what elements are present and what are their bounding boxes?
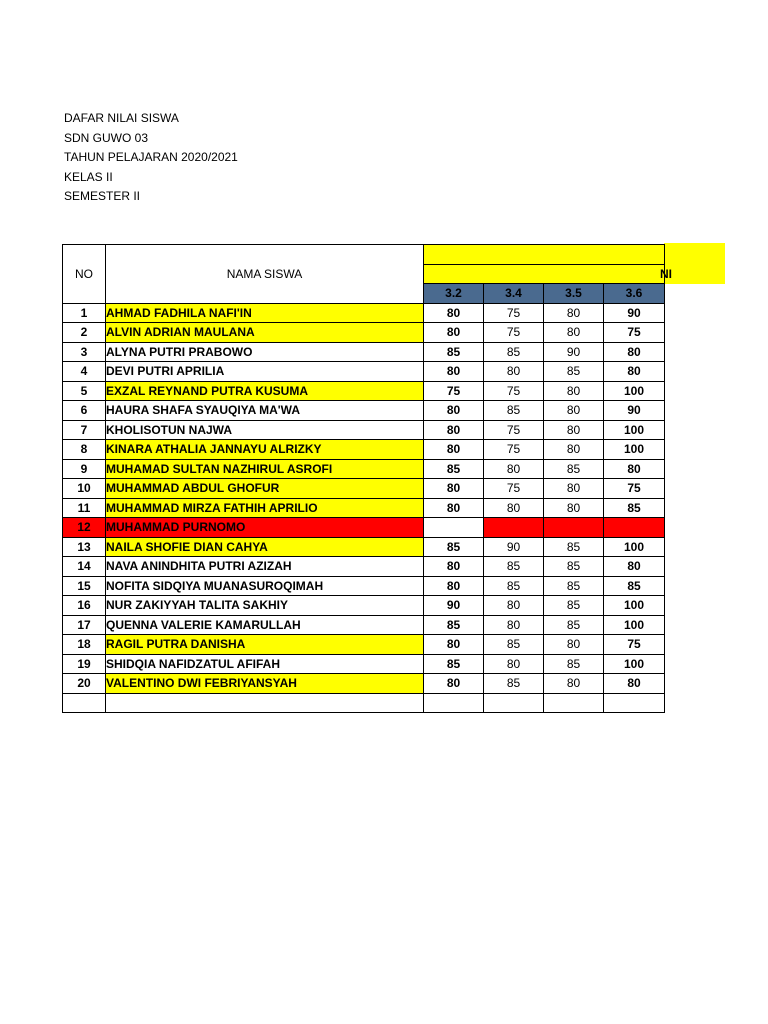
score-cell: 80	[424, 401, 484, 421]
row-number: 11	[63, 498, 106, 518]
row-number: 2	[63, 323, 106, 343]
student-name: NOFITA SIDQIYA MUANASUROQIMAH	[106, 576, 424, 596]
score-cell: 85	[544, 537, 604, 557]
col-header-no: NO	[63, 245, 106, 304]
score-cell: 80	[604, 459, 665, 479]
score-cell: 80	[424, 635, 484, 655]
table-row	[63, 401, 665, 421]
score-cell: 85	[424, 615, 484, 635]
row-number: 10	[63, 479, 106, 499]
document-header	[64, 109, 238, 207]
score-cell: 80	[544, 674, 604, 694]
score-cell: 75	[484, 440, 544, 460]
score-cell: 100	[604, 381, 665, 401]
table-row	[63, 615, 665, 635]
row-number: 15	[63, 576, 106, 596]
score-cell: 85	[484, 674, 544, 694]
score-cell: 85	[544, 615, 604, 635]
score-cell: 80	[604, 362, 665, 382]
score-cell: 80	[544, 479, 604, 499]
school-name: SDN GUWO 03	[64, 130, 149, 145]
table-row	[63, 303, 665, 323]
score-cell: 75	[484, 303, 544, 323]
score-cell: 100	[604, 440, 665, 460]
score-cell	[424, 518, 484, 538]
student-name: RAGIL PUTRA DANISHA	[106, 635, 424, 655]
empty-cell	[544, 693, 604, 713]
student-name: NAVA ANINDHITA PUTRI AZIZAH	[106, 557, 424, 577]
score-cell: 85	[604, 576, 665, 596]
student-name: ALYNA PUTRI PRABOWO	[106, 342, 424, 362]
row-number: 18	[63, 635, 106, 655]
student-name: MUHAMAD SULTAN NAZHIRUL ASROFI	[106, 459, 424, 479]
kd-header: 3.6	[604, 284, 665, 304]
score-cell: 80	[604, 557, 665, 577]
student-name: AHMAD FADHILA NAFI'IN	[106, 303, 424, 323]
class-label: KELAS II	[64, 169, 113, 184]
table-row	[63, 479, 665, 499]
empty-cell	[484, 693, 544, 713]
score-cell: 75	[604, 635, 665, 655]
score-cell: 75	[484, 420, 544, 440]
score-cell: 75	[484, 479, 544, 499]
score-cell: 80	[424, 440, 484, 460]
student-name: SHIDQIA NAFIDZATUL AFIFAH	[106, 654, 424, 674]
score-cell: 75	[604, 479, 665, 499]
score-cell: 85	[544, 459, 604, 479]
table-row	[63, 557, 665, 577]
table-row	[63, 342, 665, 362]
student-name: MUHAMMAD PURNOMO	[106, 518, 424, 538]
empty-row	[63, 693, 665, 713]
score-cell	[544, 518, 604, 538]
group-header-label	[424, 264, 672, 284]
row-number: 6	[63, 401, 106, 421]
score-cell: 85	[424, 342, 484, 362]
table-row	[63, 654, 665, 674]
score-cell: 85	[484, 401, 544, 421]
empty-cell	[106, 693, 424, 713]
score-cell: 90	[604, 401, 665, 421]
score-cell: 85	[424, 537, 484, 557]
student-name: DEVI PUTRI APRILIA	[106, 362, 424, 382]
score-cell: 75	[484, 381, 544, 401]
student-name: HAURA SHAFA SYAUQIYA MA'WA	[106, 401, 424, 421]
score-cell: 80	[424, 557, 484, 577]
student-name: MUHAMMAD ABDUL GHOFUR	[106, 479, 424, 499]
score-cell: 90	[424, 596, 484, 616]
header-row-1	[63, 245, 665, 265]
score-cell: 90	[484, 537, 544, 557]
score-cell: 75	[484, 323, 544, 343]
score-cell: 80	[544, 381, 604, 401]
score-cell: 80	[484, 615, 544, 635]
row-number: 3	[63, 342, 106, 362]
table-row	[63, 674, 665, 694]
score-cell: 90	[604, 303, 665, 323]
score-cell: 85	[544, 654, 604, 674]
table-row	[63, 576, 665, 596]
group-label-fragment: NI	[660, 266, 672, 281]
score-cell: 80	[424, 420, 484, 440]
table-row	[63, 420, 665, 440]
table-row	[63, 323, 665, 343]
score-cell: 80	[544, 440, 604, 460]
score-cell: 80	[544, 323, 604, 343]
score-cell: 80	[484, 654, 544, 674]
score-cell: 100	[604, 596, 665, 616]
score-cell: 85	[484, 342, 544, 362]
row-number: 13	[63, 537, 106, 557]
score-cell: 100	[604, 420, 665, 440]
student-name: VALENTINO DWI FEBRIYANSYAH	[106, 674, 424, 694]
score-cell: 85	[484, 576, 544, 596]
row-number: 4	[63, 362, 106, 382]
score-cell: 90	[544, 342, 604, 362]
score-cell: 85	[544, 576, 604, 596]
table-row	[63, 537, 665, 557]
score-cell: 85	[424, 459, 484, 479]
empty-cell	[604, 693, 665, 713]
row-number: 17	[63, 615, 106, 635]
empty-cell	[424, 693, 484, 713]
table-row	[63, 459, 665, 479]
header-highlight-band	[664, 243, 725, 284]
score-cell: 80	[424, 479, 484, 499]
score-cell: 80	[484, 362, 544, 382]
table-row	[63, 498, 665, 518]
row-number: 16	[63, 596, 106, 616]
score-cell: 80	[424, 674, 484, 694]
row-number: 8	[63, 440, 106, 460]
student-name: NAILA SHOFIE DIAN CAHYA	[106, 537, 424, 557]
row-number: 1	[63, 303, 106, 323]
kd-header: 3.5	[544, 284, 604, 304]
col-header-name: NAMA SISWA	[106, 245, 424, 304]
score-cell: 80	[484, 459, 544, 479]
student-name: ALVIN ADRIAN MAULANA	[106, 323, 424, 343]
score-cell: 80	[484, 498, 544, 518]
score-cell: 100	[604, 615, 665, 635]
score-cell: 85	[544, 362, 604, 382]
row-number: 9	[63, 459, 106, 479]
score-cell: 85	[604, 498, 665, 518]
row-number: 7	[63, 420, 106, 440]
student-name: MUHAMMAD MIRZA FATHIH APRILIO	[106, 498, 424, 518]
student-name: NUR ZAKIYYAH TALITA SAKHIY	[106, 596, 424, 616]
score-cell: 80	[544, 401, 604, 421]
score-cell: 80	[484, 596, 544, 616]
kd-header: 3.4	[484, 284, 544, 304]
row-number: 20	[63, 674, 106, 694]
score-cell	[604, 518, 665, 538]
score-cell: 75	[424, 381, 484, 401]
score-cell: 80	[424, 362, 484, 382]
table-row	[63, 518, 665, 538]
group-header-top	[424, 245, 665, 265]
score-cell	[484, 518, 544, 538]
score-cell: 80	[424, 303, 484, 323]
table-row	[63, 381, 665, 401]
score-cell: 80	[424, 498, 484, 518]
score-cell: 80	[544, 303, 604, 323]
kd-header: 3.2	[424, 284, 484, 304]
score-cell: 80	[424, 323, 484, 343]
score-cell: 85	[484, 557, 544, 577]
score-cell: 100	[604, 654, 665, 674]
student-name: EXZAL REYNAND PUTRA KUSUMA	[106, 381, 424, 401]
table-row	[63, 635, 665, 655]
score-cell: 85	[544, 557, 604, 577]
student-name: QUENNA VALERIE KAMARULLAH	[106, 615, 424, 635]
table-row	[63, 596, 665, 616]
student-name: KINARA ATHALIA JANNAYU ALRIZKY	[106, 440, 424, 460]
grades-table	[62, 244, 672, 713]
score-cell: 80	[604, 674, 665, 694]
academic-year: TAHUN PELAJARAN 2020/2021	[64, 150, 238, 164]
table-row	[63, 362, 665, 382]
score-cell: 100	[604, 537, 665, 557]
score-cell: 85	[484, 635, 544, 655]
row-number: 5	[63, 381, 106, 401]
score-cell: 80	[424, 576, 484, 596]
score-cell: 85	[544, 596, 604, 616]
student-name: KHOLISOTUN NAJWA	[106, 420, 424, 440]
score-cell: 75	[604, 323, 665, 343]
row-number: 12	[63, 518, 106, 538]
doc-title: DAFAR NILAI SISWA	[64, 111, 179, 125]
score-cell: 80	[544, 420, 604, 440]
row-number: 19	[63, 654, 106, 674]
semester-label: SEMESTER II	[64, 189, 141, 203]
score-cell: 80	[544, 498, 604, 518]
row-number: 14	[63, 557, 106, 577]
score-cell: 80	[604, 342, 665, 362]
table-row	[63, 440, 665, 460]
score-cell: 80	[544, 635, 604, 655]
score-cell: 85	[424, 654, 484, 674]
empty-cell	[63, 693, 106, 713]
